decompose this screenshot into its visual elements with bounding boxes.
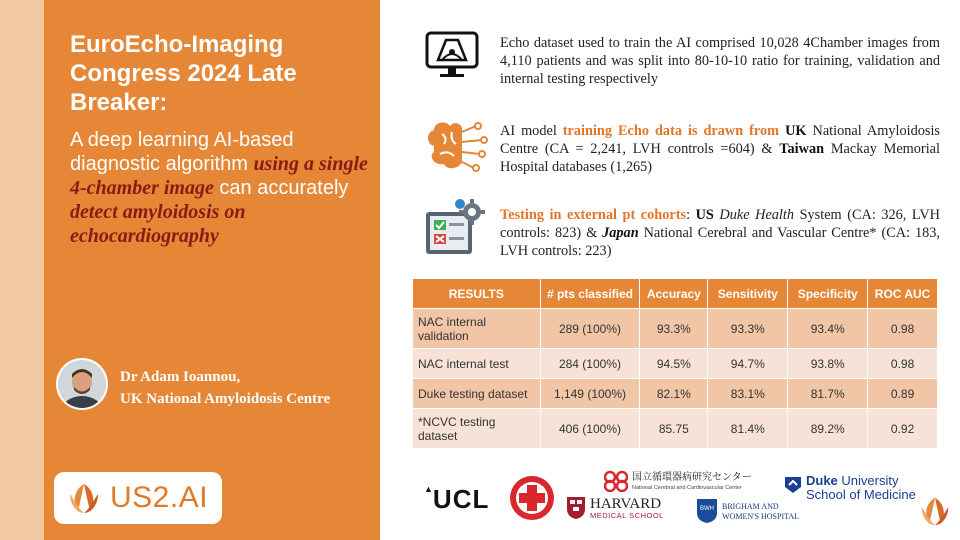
- info-country: Taiwan: [779, 141, 825, 157]
- table-cell: 81.4%: [708, 409, 788, 449]
- table-cell: 406 (100%): [540, 409, 640, 449]
- ucl-logo-text: UCL: [432, 484, 490, 514]
- table-cell: 93.4%: [788, 309, 868, 349]
- harvard-logo-text: HARVARD: [590, 496, 662, 512]
- subtitle-emphasis: detect amyloidosis on echocardiography: [70, 201, 246, 247]
- duke-logo-university: University: [841, 473, 899, 488]
- ncvc-logo-en: National Cerebral and Cardiovascular Center: [632, 485, 742, 491]
- table-header: ROC AUC: [868, 279, 938, 309]
- table-cell: 81.7%: [788, 379, 868, 409]
- author-affiliation: UK National Amyloidosis Centre: [120, 391, 331, 407]
- duke-logo-icon: [784, 476, 802, 494]
- table-header: RESULTS: [413, 279, 541, 309]
- author-avatar: [56, 358, 108, 410]
- harvard-logo: [590, 498, 664, 522]
- info-text: National Amyloidosis Centre (CA = 2,241, LVH controls =604) &: [500, 123, 940, 157]
- table-cell: 284 (100%): [540, 349, 640, 379]
- table-header: Specificity: [788, 279, 868, 309]
- table-cell: NAC internal validation: [413, 309, 541, 349]
- subtitle-part: can accurately: [213, 177, 349, 199]
- table-cell: 94.5%: [640, 349, 708, 379]
- table-cell: 85.75: [640, 409, 708, 449]
- table-header-row: [413, 279, 938, 309]
- ncvc-logo-icon: [604, 470, 628, 492]
- info-highlight: training Echo data is drawn from: [562, 123, 780, 139]
- table-header: Sensitivity: [708, 279, 788, 309]
- bwh-shield-icon: [696, 498, 718, 524]
- table-cell: 82.1%: [640, 379, 708, 409]
- info-dataset: [500, 34, 940, 88]
- ai-brain-circuit-icon: [424, 118, 490, 174]
- table-cell: 0.98: [868, 309, 938, 349]
- info-highlight: Testing in external pt cohorts: [500, 207, 687, 223]
- echo-monitor-icon: [424, 30, 480, 80]
- bwh-logo-line1: BRIGHAM AND: [722, 502, 779, 511]
- info-institution: Duke Health: [719, 207, 795, 223]
- info-external-testing: [500, 206, 940, 260]
- duke-logo-name: Duke: [806, 473, 838, 488]
- harvard-logo-subtext: MEDICAL SCHOOL: [590, 511, 664, 520]
- us2ai-corner-logo-icon: [918, 494, 952, 528]
- table-header: # pts classified: [540, 279, 640, 309]
- table-cell: 89.2%: [788, 409, 868, 449]
- bwh-logo-line2: WOMEN'S HOSPITAL: [722, 512, 800, 521]
- us2ai-brand-badge: [54, 472, 222, 524]
- info-text: National Cerebral and Vascular Centre* (CA: 183, LVH controls: 223): [500, 225, 940, 259]
- harvard-shield-icon: [566, 496, 586, 520]
- table-row: [413, 349, 938, 379]
- hospital-cross-seal-icon: [508, 474, 556, 522]
- table-cell: *NCVC testing dataset: [413, 409, 541, 449]
- table-cell: 1,149 (100%): [540, 379, 640, 409]
- congress-title: EuroEcho-Imaging Congress 2024 Late Breaker:: [70, 31, 297, 116]
- subtitle-emphasis: using a single 4-chamber image: [70, 153, 368, 199]
- author-block: [120, 366, 330, 410]
- ucl-logo: ▲UCL: [424, 484, 490, 514]
- table-cell: 0.89: [868, 379, 938, 409]
- info-text: :: [686, 207, 696, 223]
- title-panel: [44, 0, 380, 540]
- table-cell: 0.98: [868, 349, 938, 379]
- duke-logo-school: School of Medicine: [806, 487, 916, 502]
- table-cell: 94.7%: [708, 349, 788, 379]
- info-training-data: [500, 122, 940, 176]
- brand-name: US2.AI: [110, 481, 209, 514]
- table-row: [413, 309, 938, 349]
- table-cell: 289 (100%): [540, 309, 640, 349]
- partner-logos: [420, 464, 960, 540]
- testing-checklist-gear-icon: [422, 198, 488, 260]
- table-row: [413, 409, 938, 449]
- info-country: Japan: [602, 225, 639, 241]
- info-country: US: [695, 207, 714, 223]
- info-text: Mackay Memorial Hospital databases (1,265): [500, 141, 940, 175]
- table-cell: Duke testing dataset: [413, 379, 541, 409]
- table-cell: 83.1%: [708, 379, 788, 409]
- table-header: Accuracy: [640, 279, 708, 309]
- bwh-logo: [722, 502, 799, 522]
- info-text: AI model: [500, 123, 563, 139]
- info-country: UK: [785, 123, 807, 139]
- table-cell: 93.3%: [708, 309, 788, 349]
- duke-logo: [806, 474, 916, 502]
- info-text: System (CA: 326, LVH controls: 823) &: [500, 207, 940, 241]
- table-row: [413, 379, 938, 409]
- table-cell: 0.92: [868, 409, 938, 449]
- table-cell: 93.3%: [640, 309, 708, 349]
- author-name: Dr Adam Ioannou,: [120, 369, 241, 385]
- results-table: [412, 278, 938, 449]
- svg-text:BWH: BWH: [700, 506, 714, 512]
- study-subtitle: [70, 128, 370, 248]
- left-accent-strip: [0, 0, 44, 540]
- ncvc-logo: [632, 472, 752, 494]
- table-cell: NAC internal test: [413, 349, 541, 379]
- ncvc-logo-jp: 国立循環器病研究センター: [632, 472, 752, 483]
- table-cell: 93.8%: [788, 349, 868, 379]
- us2ai-logo-icon: [66, 480, 102, 516]
- info-dataset-text: Echo dataset used to train the AI comprised 10,028 4Chamber images from 4,110 patients and was split into 80-10-10 ratio for training, validation and internal testing respectively: [500, 35, 940, 87]
- subtitle-part: A deep learning AI-based diagnostic algorithm: [70, 129, 294, 175]
